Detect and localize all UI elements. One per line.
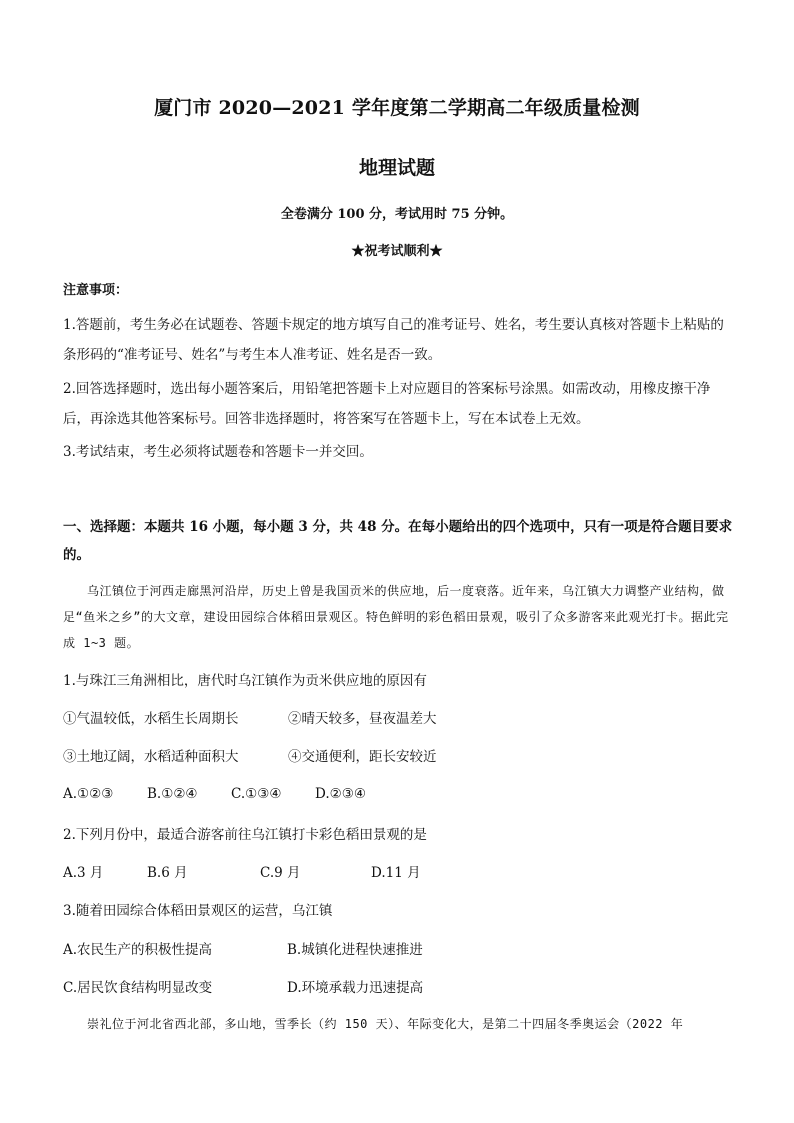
option: B.①②④ bbox=[147, 786, 198, 802]
option: A.①②③ bbox=[63, 786, 114, 802]
score-line: 全卷满分 100 分，考试用时 75 分钟。 bbox=[280, 207, 514, 222]
reading-passage: 乌江镇位于河西走廊黑河沿岸，历史上曾是我国贡米的供应地，后一度衰落。近年来，乌江镇大力调整产业结构，做足“鱼米之乡”的大文章，建设田园综合体稻田景观区。特色鲜明的彩色稻田景观，吸引了众多游客来此观光打卡。据此完成 1~3 题。 bbox=[63, 584, 729, 650]
statement-row bbox=[63, 707, 437, 727]
option: C.①③④ bbox=[231, 786, 282, 802]
option: C.居民饮食结构明显改变 bbox=[63, 980, 213, 996]
option: C.9 月 bbox=[260, 865, 301, 881]
option: D.环境承载力迅速提高 bbox=[287, 980, 424, 996]
statement: ③土地辽阔，水稻适种面积大 bbox=[63, 749, 239, 765]
option: A.3 月 bbox=[63, 865, 104, 881]
reading-passage: 崇礼位于河北省西北部，多山地，雪季长（约 150 天）、年际变化大，是第二十四届冬季奥运会（2022 年 bbox=[87, 1017, 684, 1031]
question-stem: 2.下列月份中，最适合游客前往乌江镇打卡彩色稻田景观的是 bbox=[63, 827, 427, 843]
option: B.城镇化进程快速推进 bbox=[287, 942, 423, 958]
option: A.农民生产的积极性提高 bbox=[63, 942, 213, 958]
option: D.②③④ bbox=[315, 786, 366, 802]
statement: ④交通便利，距长安较近 bbox=[288, 749, 437, 765]
question-stem: 1.与珠江三角洲相比，唐代时乌江镇作为贡米供应地的原因有 bbox=[63, 673, 427, 689]
option: B.6 月 bbox=[147, 865, 188, 881]
notice-item: 2.回答选择题时，选出每小题答案后，用铅笔把答题卡上对应题目的答案标号涂黑。如需改动，用橡皮擦干净后，再涂选其他答案标号。回答非选择题时，将答案写在答题卡上，写在本试卷上无效。 bbox=[63, 381, 711, 427]
option-row bbox=[63, 976, 423, 996]
notice-item: 1.答题前，考生务必在试题卷、答题卡规定的地方填写自己的准考证号、姓名，考生要认真核对答题卡上粘贴的条形码的“准考证号、姓名”与考生本人准考证、姓名是否一致。 bbox=[63, 317, 724, 363]
option: D.11 月 bbox=[371, 865, 421, 881]
section-heading: 一、选择题：本题共 16 小题，每小题 3 分，共 48 分。在每小题给出的四个选项中，只有一项是符合题目要求的。 bbox=[63, 519, 733, 563]
statement: ②晴天较多，昼夜温差大 bbox=[288, 711, 437, 727]
exam-title: 厦门市 2020—2021 学年度第二学期高二年级质量检测 bbox=[154, 97, 640, 119]
option-row bbox=[63, 861, 421, 881]
statement-row bbox=[63, 745, 437, 765]
question-stem: 3.随着田园综合体稻田景观区的运营，乌江镇 bbox=[63, 903, 333, 919]
option-row bbox=[63, 938, 423, 958]
exam-subject: 地理试题 bbox=[358, 157, 435, 179]
good-luck-line: ★祝考试顺利★ bbox=[351, 244, 443, 259]
notice-item: 3.考试结束，考生必须将试题卷和答题卡一并交回。 bbox=[63, 444, 373, 460]
notice-heading: 注意事项： bbox=[63, 283, 129, 298]
statement: ①气温较低，水稻生长周期长 bbox=[63, 711, 239, 727]
option-row bbox=[63, 786, 366, 802]
